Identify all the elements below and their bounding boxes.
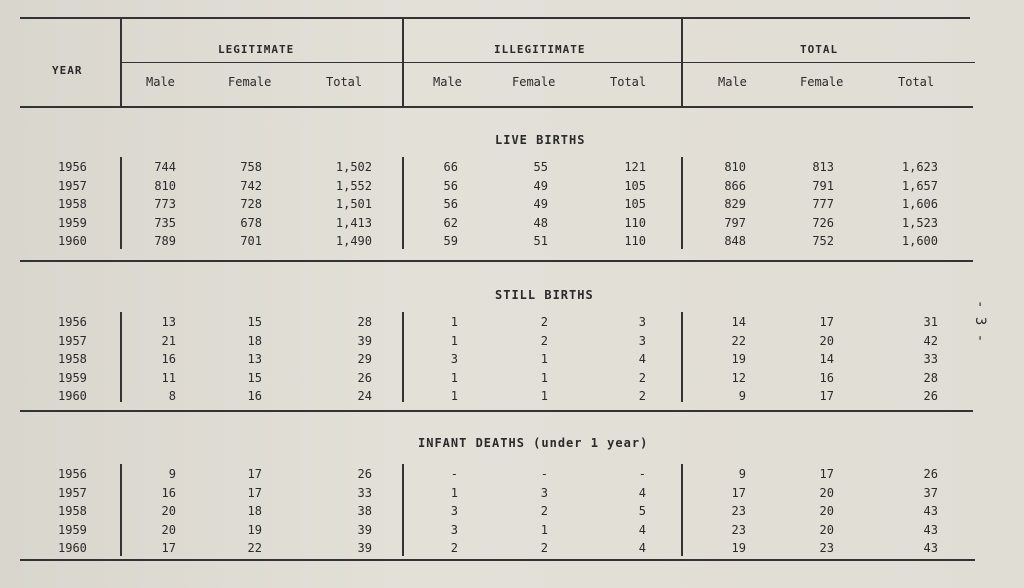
table-cell: -: [638, 467, 646, 481]
table-cell: 9: [738, 389, 746, 403]
table-cell: 810: [724, 160, 746, 174]
row-year: 1957: [58, 178, 87, 193]
table-cell: 3: [638, 333, 646, 348]
row-year: 1959: [58, 215, 87, 230]
table-cell: 28: [923, 370, 938, 385]
row-year: 1956: [58, 467, 87, 481]
table-cell: 4: [638, 541, 646, 555]
table-cell: 17: [819, 315, 834, 329]
table-cell: 56: [443, 178, 458, 193]
row-year: 1959: [58, 370, 87, 385]
col-illeg-male: Male: [433, 75, 462, 89]
table-cell: 59: [443, 234, 458, 248]
group-illegitimate: ILLEGITIMATE: [494, 43, 586, 56]
row-year: 1958: [58, 504, 87, 518]
table-cell: 1,623: [901, 160, 938, 174]
table-cell: 48: [533, 215, 548, 230]
header-divider-1: [120, 18, 122, 106]
table-cell: 43: [923, 522, 938, 537]
table-cell: 728: [240, 197, 262, 211]
table-cell: 11: [161, 370, 176, 385]
table-cell: 33: [923, 352, 938, 366]
table-cell: 26: [357, 370, 372, 385]
table-cell: 4: [638, 352, 646, 366]
table-cell: 1: [450, 333, 458, 348]
table-cell: 16: [161, 485, 176, 500]
col-illeg-total: Total: [610, 75, 647, 89]
table-cell: 1: [450, 370, 458, 385]
table-cell: 1,490: [335, 234, 372, 248]
table-cell: 20: [819, 485, 834, 500]
row-year: 1960: [58, 234, 87, 248]
table-cell: 2: [540, 541, 548, 555]
table-cell: 2: [540, 333, 548, 348]
table-cell: 51: [533, 234, 548, 248]
year-header: YEAR: [52, 64, 83, 77]
table-cell: 3: [450, 352, 458, 366]
row-year: 1960: [58, 541, 87, 555]
table-cell: 20: [161, 504, 176, 518]
table-cell: 19: [731, 541, 746, 555]
table-cell: 18: [247, 504, 262, 518]
table-cell: 22: [247, 541, 262, 555]
table-cell: 105: [624, 178, 646, 193]
table-cell: 121: [624, 160, 646, 174]
table-cell: 29: [357, 352, 372, 366]
table-cell: -: [540, 467, 548, 481]
table-cell: 14: [731, 315, 746, 329]
header-divider-2: [402, 18, 404, 106]
section-title-still-births: STILL BIRTHS: [495, 288, 594, 302]
table-cell: 1: [540, 352, 548, 366]
col-legit-male: Male: [146, 75, 175, 89]
col-total-total: Total: [898, 75, 935, 89]
table-cell: 20: [819, 504, 834, 518]
table-cell: 2: [540, 315, 548, 329]
table-cell: 20: [161, 522, 176, 537]
table-cell: 37: [923, 485, 938, 500]
table-cell: 1: [450, 315, 458, 329]
table-cell: 758: [240, 160, 262, 174]
row-year: 1957: [58, 485, 87, 500]
table-cell: 56: [443, 197, 458, 211]
table-cell: 21: [161, 333, 176, 348]
table-cell: 19: [247, 522, 262, 537]
table-cell: 17: [247, 467, 262, 481]
table-cell: 789: [154, 234, 176, 248]
row-year: 1956: [58, 160, 87, 174]
table-cell: 1,523: [901, 215, 938, 230]
table-cell: 16: [819, 370, 834, 385]
table-cell: 5: [638, 504, 646, 518]
row-year: 1958: [58, 352, 87, 366]
table-cell: 43: [923, 541, 938, 555]
row-year: 1958: [58, 197, 87, 211]
table-cell: 31: [923, 315, 938, 329]
table-cell: 1,502: [335, 160, 372, 174]
table-cell: 66: [443, 160, 458, 174]
table-cell: 3: [450, 522, 458, 537]
table-cell: 752: [812, 234, 834, 248]
table-cell: 2: [638, 389, 646, 403]
table-cell: 2: [450, 541, 458, 555]
table-cell: 13: [247, 352, 262, 366]
table-cell: 3: [450, 504, 458, 518]
table-cell: 791: [812, 178, 834, 193]
table-cell: 22: [731, 333, 746, 348]
table-cell: 1: [540, 370, 548, 385]
table-cell: 4: [638, 522, 646, 537]
table-cell: 1,657: [901, 178, 938, 193]
table-cell: 3: [638, 315, 646, 329]
col-legit-total: Total: [326, 75, 363, 89]
table-cell: 797: [724, 215, 746, 230]
table-cell: 105: [624, 197, 646, 211]
table-cell: 26: [357, 467, 372, 481]
table-cell: 773: [154, 197, 176, 211]
section-title-live-births: LIVE BIRTHS: [495, 133, 586, 147]
table-cell: 17: [819, 389, 834, 403]
table-cell: 17: [819, 467, 834, 481]
table-cell: -: [450, 467, 458, 481]
table-cell: 49: [533, 197, 548, 211]
table-cell: 3: [540, 485, 548, 500]
table-cell: 49: [533, 178, 548, 193]
table-cell: 1,552: [335, 178, 372, 193]
col-illeg-female: Female: [512, 75, 556, 89]
table-cell: 23: [731, 522, 746, 537]
table-cell: 39: [357, 522, 372, 537]
table-cell: 15: [247, 370, 262, 385]
table-cell: 24: [357, 389, 372, 403]
table-cell: 28: [357, 315, 372, 329]
table-cell: 848: [724, 234, 746, 248]
table-cell: 15: [247, 315, 262, 329]
table-cell: 23: [731, 504, 746, 518]
table-cell: 39: [357, 541, 372, 555]
table-cell: 43: [923, 504, 938, 518]
table-cell: 701: [240, 234, 262, 248]
table-cell: 1: [450, 389, 458, 403]
table-cell: 16: [161, 352, 176, 366]
table-cell: 2: [540, 504, 548, 518]
table-cell: 20: [819, 333, 834, 348]
table-cell: 17: [247, 485, 262, 500]
table-cell: 26: [923, 467, 938, 481]
table-cell: 38: [357, 504, 372, 518]
table-cell: 18: [247, 333, 262, 348]
table-cell: 735: [154, 215, 176, 230]
table-cell: 17: [161, 541, 176, 555]
table-cell: 866: [724, 178, 746, 193]
header-divider-3: [681, 18, 683, 106]
table-cell: 813: [812, 160, 834, 174]
table-cell: 744: [154, 160, 176, 174]
table-cell: 16: [247, 389, 262, 403]
table-cell: 1,413: [335, 215, 372, 230]
table-cell: 33: [357, 485, 372, 500]
section-title-infant-deaths: INFANT DEATHS (under 1 year): [418, 436, 649, 450]
table-cell: 62: [443, 215, 458, 230]
row-year: 1956: [58, 315, 87, 329]
table-cell: 810: [154, 178, 176, 193]
table-cell: 55: [533, 160, 548, 174]
table-cell: 1: [450, 485, 458, 500]
group-legitimate: LEGITIMATE: [218, 43, 295, 56]
table-cell: 2: [638, 370, 646, 385]
table-cell: 726: [812, 215, 834, 230]
table-cell: 110: [624, 215, 646, 230]
table-cell: 8: [168, 389, 176, 403]
page-number: - 3 -: [972, 300, 988, 343]
table-cell: 14: [819, 352, 834, 366]
rule-group-underline: [120, 62, 975, 63]
table-cell: 1: [540, 522, 548, 537]
table-cell: 829: [724, 197, 746, 211]
table-cell: 742: [240, 178, 262, 193]
rule-header-bottom: [20, 106, 973, 108]
table-cell: 42: [923, 333, 938, 348]
rule-top: [20, 17, 970, 19]
group-total: TOTAL: [800, 43, 839, 56]
row-year: 1960: [58, 389, 87, 403]
row-year: 1957: [58, 333, 87, 348]
table-cell: 678: [240, 215, 262, 230]
table-cell: 110: [624, 234, 646, 248]
table-cell: 39: [357, 333, 372, 348]
row-year: 1959: [58, 522, 87, 537]
table-cell: 4: [638, 485, 646, 500]
col-total-female: Female: [800, 75, 844, 89]
rule-section-2: [20, 410, 973, 412]
table-cell: 12: [731, 370, 746, 385]
table-cell: 1,501: [335, 197, 372, 211]
table-cell: 1,606: [901, 197, 938, 211]
col-legit-female: Female: [228, 75, 272, 89]
table-cell: 23: [819, 541, 834, 555]
table-cell: 26: [923, 389, 938, 403]
table-cell: 13: [161, 315, 176, 329]
table-cell: 9: [738, 467, 746, 481]
rule-section-1: [20, 260, 973, 262]
table-cell: 20: [819, 522, 834, 537]
table-cell: 17: [731, 485, 746, 500]
rule-bottom: [20, 559, 975, 561]
table-cell: 9: [168, 467, 176, 481]
table-cell: 19: [731, 352, 746, 366]
table-cell: 1,600: [901, 234, 938, 248]
table-cell: 777: [812, 197, 834, 211]
table-cell: 1: [540, 389, 548, 403]
col-total-male: Male: [718, 75, 747, 89]
